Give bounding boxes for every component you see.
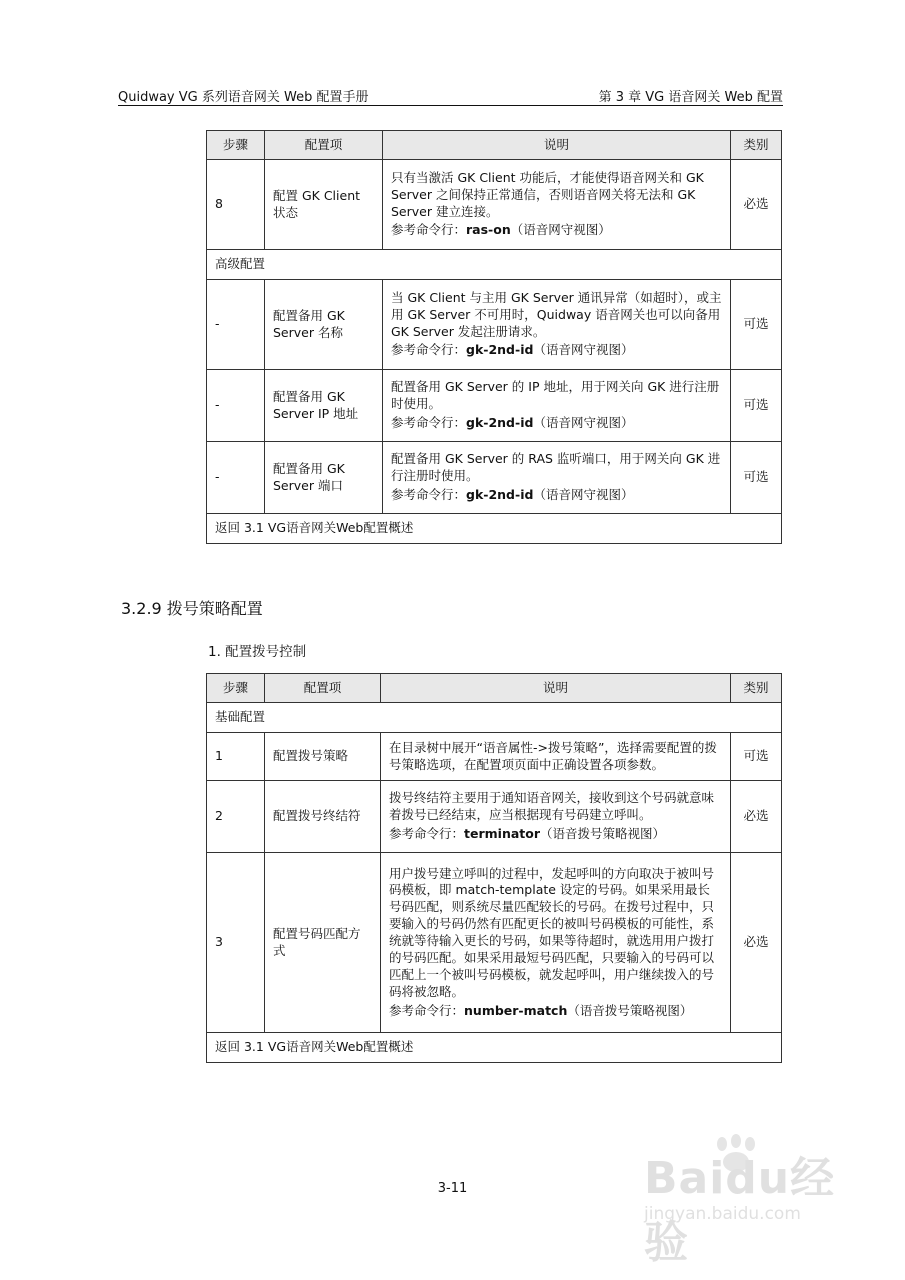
desc-text: 配置备用 GK Server 的 IP 地址，用于网关向 GK 进行注册时使用。: [391, 379, 720, 412]
item-cell: 配置备用 GK Server IP 地址: [265, 370, 383, 442]
ref-prefix: 参考命令行：: [389, 825, 465, 841]
desc-cell: [381, 733, 731, 781]
item-cell: 配置拨号终结符: [265, 781, 381, 853]
table-row: [207, 853, 782, 1033]
baidu-watermark: [638, 1140, 838, 1268]
header-chapter-title: 第 3 章 VG 语音网关 Web 配置: [598, 90, 783, 105]
col-header-desc: 说明: [383, 131, 731, 160]
command-name: terminator: [464, 825, 541, 841]
command-view: （语音网守视图）: [533, 342, 634, 358]
back-link-row: [207, 1033, 782, 1063]
command-view: （语音网守视图）: [533, 486, 634, 502]
desc-cell: [381, 853, 731, 1033]
col-header-category: 类别: [731, 131, 782, 160]
ref-prefix: 参考命令行：: [389, 1002, 465, 1018]
command-name: ras-on: [466, 222, 511, 238]
table-row: [207, 280, 782, 370]
desc-cell: [383, 442, 731, 514]
table-row: [207, 733, 782, 781]
running-header: [118, 86, 783, 106]
ref-command: [391, 222, 722, 239]
table-row: [207, 442, 782, 514]
command-view: （语音拨号策略视图）: [567, 1002, 693, 1018]
ref-prefix: 参考命令行：: [391, 342, 467, 358]
desc-text: 当 GK Client 与主用 GK Server 通讯异常（如超时），或主用 GK Server 不可用时，Quidway 语音网关也可以向备用 GK Server 发起注册请求。: [391, 289, 722, 339]
step-cell: 3: [207, 853, 265, 1033]
category-cell: 可选: [731, 733, 782, 781]
desc-text: 配置备用 GK Server 的 RAS 监听端口，用于网关向 GK 进行注册时使用。: [391, 451, 721, 484]
config-table-gk: [206, 130, 782, 544]
section-label-basic: 基础配置: [207, 703, 782, 733]
subsection-title: 1. 配置拨号控制: [208, 644, 307, 660]
step-cell: -: [207, 280, 265, 370]
command-name: number-match: [464, 1002, 568, 1018]
table-row: [207, 781, 782, 853]
item-cell: 配置号码匹配方式: [265, 853, 381, 1033]
section-label-advanced: 高级配置: [207, 250, 782, 280]
step-cell: 8: [207, 160, 265, 250]
ref-command: [389, 826, 722, 843]
ref-command: [391, 342, 722, 359]
table-header-row: [207, 674, 782, 703]
watermark-logo: Baidu经验: [644, 1153, 836, 1268]
step-cell: 1: [207, 733, 265, 781]
back-link[interactable]: 返回 3.1 VG语音网关Web配置概述: [207, 514, 782, 544]
item-cell: 配置备用 GK Server 名称: [265, 280, 383, 370]
config-table-dial: [206, 673, 782, 1063]
step-cell: -: [207, 442, 265, 514]
category-cell: 必选: [731, 781, 782, 853]
category-cell: 必选: [731, 160, 782, 250]
item-cell: 配置备用 GK Server 端口: [265, 442, 383, 514]
col-header-step: 步骤: [207, 674, 265, 703]
table-row: [207, 160, 782, 250]
ref-prefix: 参考命令行：: [391, 222, 467, 238]
desc-text: 用户拨号建立呼叫的过程中，发起呼叫的方向取决于被叫号码模板，即 match-template 设定的号码。如果采用最长号码匹配，则系统尽量匹配较长的号码。在拨号过程中，只要输入的号码仍然有匹配更长的被叫号码模板的可能性，系统就等待输入更长的号码，如果等待超时，就选用用户拨打的号码匹配。如果采用最短号码匹配，只要输入的号码可以匹配上一个被叫号码模板，就发起呼叫，用户继续拨入的号码将被忽略。: [389, 865, 715, 999]
back-link-row: [207, 514, 782, 544]
category-cell: 必选: [731, 853, 782, 1033]
col-header-desc: 说明: [381, 674, 731, 703]
category-cell: 可选: [731, 442, 782, 514]
command-name: gk-2nd-id: [466, 486, 534, 502]
desc-cell: [383, 160, 731, 250]
category-cell: 可选: [731, 280, 782, 370]
col-header-step: 步骤: [207, 131, 265, 160]
watermark-url: jingyan.baidu.com: [644, 1204, 801, 1224]
desc-text: 只有当激活 GK Client 功能后，才能使得语音网关和 GK Server 之间保持正常通信，否则语音网关将无法和 GK Server 建立连接。: [391, 169, 704, 219]
section-row: [207, 703, 782, 733]
ref-command: [391, 487, 722, 504]
col-header-item: 配置项: [265, 674, 381, 703]
ref-command: [389, 1003, 722, 1020]
category-cell: 可选: [731, 370, 782, 442]
desc-text: 在目录树中展开“语音属性->拨号策略”，选择需要配置的拨号策略选项，在配置项页面中正确设置各项参数。: [389, 739, 717, 772]
col-header-category: 类别: [731, 674, 782, 703]
command-view: （语音网守视图）: [510, 222, 611, 238]
section-title: 3.2.9 拨号策略配置: [121, 599, 263, 618]
page-number: 3-11: [437, 1181, 468, 1196]
desc-cell: [381, 781, 731, 853]
item-cell: 配置拨号策略: [265, 733, 381, 781]
header-doc-title: Quidway VG 系列语音网关 Web 配置手册: [118, 90, 369, 105]
section-row: [207, 250, 782, 280]
ref-prefix: 参考命令行：: [391, 414, 467, 430]
step-cell: -: [207, 370, 265, 442]
command-view: （语音网守视图）: [533, 414, 634, 430]
desc-cell: [383, 370, 731, 442]
step-cell: 2: [207, 781, 265, 853]
command-name: gk-2nd-id: [466, 342, 534, 358]
back-link[interactable]: 返回 3.1 VG语音网关Web配置概述: [207, 1033, 782, 1063]
ref-command: [391, 415, 722, 432]
table-header-row: [207, 131, 782, 160]
item-cell: 配置 GK Client 状态: [265, 160, 383, 250]
desc-cell: [383, 280, 731, 370]
table-row: [207, 370, 782, 442]
command-view: （语音拨号策略视图）: [540, 825, 666, 841]
desc-text: 拨号终结符主要用于通知语音网关，接收到这个号码就意味着拨号已经结束，应当根据现有号码建立呼叫。: [389, 790, 715, 823]
command-name: gk-2nd-id: [466, 414, 534, 430]
ref-prefix: 参考命令行：: [391, 486, 467, 502]
col-header-item: 配置项: [265, 131, 383, 160]
